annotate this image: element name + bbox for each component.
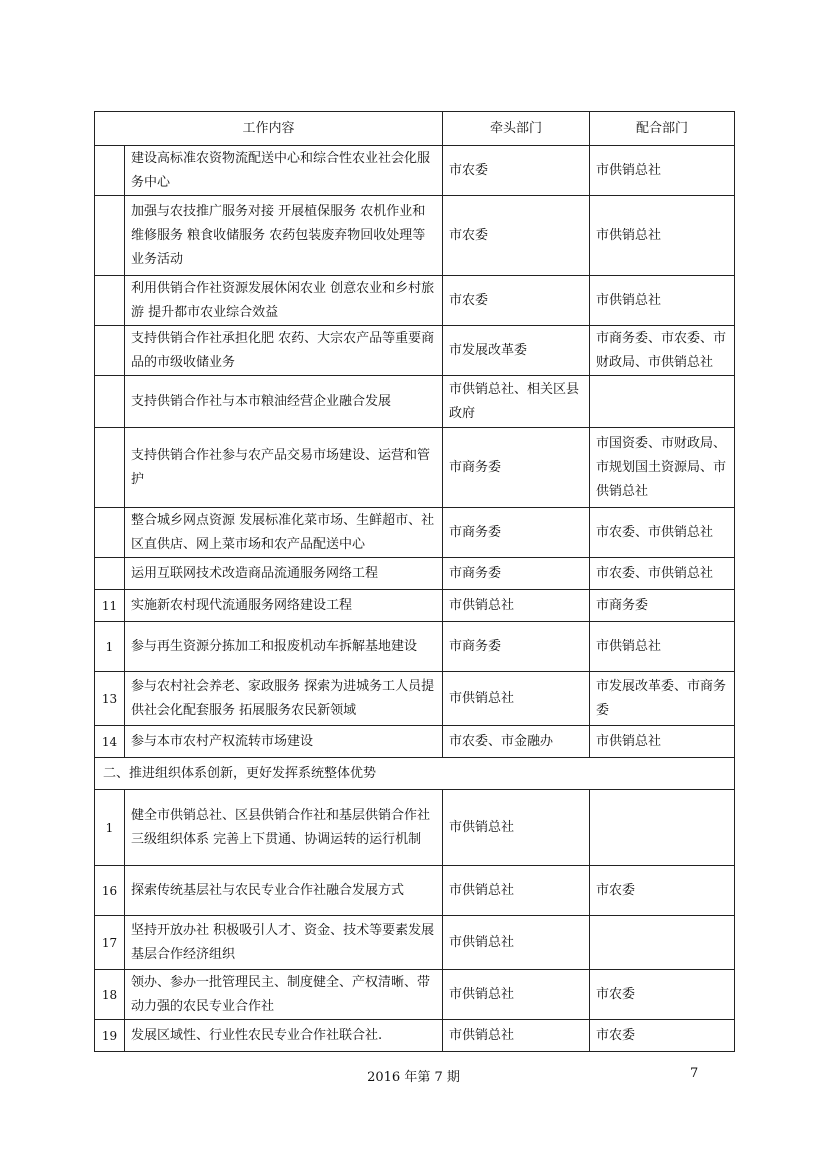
table-row <box>95 326 735 376</box>
row-number <box>95 276 125 326</box>
header-lead-dept: 牵头部门 <box>443 112 590 146</box>
work-content: 支持供销合作社承担化肥 农药、大宗农产品等重要商品的市级收储业务 <box>125 326 443 376</box>
cooperating-department: 市农委 <box>590 1020 735 1052</box>
cooperating-department: 市农委、市供销总社 <box>590 558 735 590</box>
cooperating-department: 市商务委、市农委、市财政局、市供销总社 <box>590 326 735 376</box>
table-row <box>95 1020 735 1052</box>
cooperating-department: 市供销总社 <box>590 726 735 758</box>
header-content: 工作内容 <box>95 112 443 146</box>
lead-department: 市农委、市金融办 <box>443 726 590 758</box>
cooperating-department: 市供销总社 <box>590 196 735 276</box>
work-content: 健全市供销总社、区县供销合作社和基层供销合作社三级组织体系 完善上下贯通、协调运转的运行机制 <box>125 790 443 866</box>
work-content: 建设高标准农资物流配送中心和综合性农业社会化服务中心 <box>125 146 443 196</box>
lead-department: 市商务委 <box>443 558 590 590</box>
table-row <box>95 276 735 326</box>
work-content: 支持供销合作社参与农产品交易市场建设、运营和管护 <box>125 428 443 508</box>
cooperating-department: 市供销总社 <box>590 146 735 196</box>
cooperating-department: 市农委 <box>590 970 735 1020</box>
row-number <box>95 558 125 590</box>
row-number: 16 <box>95 866 125 916</box>
row-number: 14 <box>95 726 125 758</box>
row-number <box>95 326 125 376</box>
row-number <box>95 508 125 558</box>
row-number: 17 <box>95 916 125 970</box>
cooperating-department: 市农委、市供销总社 <box>590 508 735 558</box>
table-row <box>95 508 735 558</box>
row-number <box>95 376 125 428</box>
table-row <box>95 590 735 622</box>
table-row <box>95 146 735 196</box>
table-header-row <box>95 112 735 146</box>
row-number: 18 <box>95 970 125 1020</box>
row-number: 13 <box>95 672 125 726</box>
table-row <box>95 866 735 916</box>
row-number: 19 <box>95 1020 125 1052</box>
row-number <box>95 428 125 508</box>
work-content: 利用供销合作社资源发展休闲农业 创意农业和乡村旅游 提升都市农业综合效益 <box>125 276 443 326</box>
lead-department: 市商务委 <box>443 428 590 508</box>
table-row <box>95 428 735 508</box>
cooperating-department: 市国资委、市财政局、市规划国土资源局、市供销总社 <box>590 428 735 508</box>
lead-department: 市供销总社 <box>443 1020 590 1052</box>
table-row <box>95 376 735 428</box>
row-number <box>95 146 125 196</box>
section-title: 二、推进组织体系创新，更好发挥系统整体优势 <box>95 758 735 790</box>
table-row <box>95 558 735 590</box>
work-content: 参与再生资源分拣加工和报废机动车拆解基地建设 <box>125 622 443 672</box>
table-row <box>95 726 735 758</box>
section-row <box>95 758 735 790</box>
work-content: 实施新农村现代流通服务网络建设工程 <box>125 590 443 622</box>
work-content: 领办、参办一批管理民主、制度健全、产权清晰、带动力强的农民专业合作社 <box>125 970 443 1020</box>
row-number <box>95 196 125 276</box>
table-row <box>95 916 735 970</box>
lead-department: 市供销总社 <box>443 970 590 1020</box>
table-row <box>95 196 735 276</box>
work-content: 坚持开放办社 积极吸引人才、资金、技术等要素发展基层合作经济组织 <box>125 916 443 970</box>
cooperating-department <box>590 790 735 866</box>
table-row <box>95 970 735 1020</box>
work-content: 整合城乡网点资源 发展标准化菜市场、生鲜超市、社区直供店、网上菜市场和农产品配送中心 <box>125 508 443 558</box>
lead-department: 市供销总社 <box>443 590 590 622</box>
cooperating-department: 市供销总社 <box>590 276 735 326</box>
lead-department: 市供销总社 <box>443 672 590 726</box>
table-row <box>95 622 735 672</box>
cooperating-department: 市商务委 <box>590 590 735 622</box>
lead-department: 市发展改革委 <box>443 326 590 376</box>
lead-department: 市商务委 <box>443 622 590 672</box>
cooperating-department: 市供销总社 <box>590 622 735 672</box>
lead-department: 市供销总社 <box>443 866 590 916</box>
work-content: 探索传统基层社与农民专业合作社融合发展方式 <box>125 866 443 916</box>
row-number: 1 <box>95 790 125 866</box>
work-content: 参与农村社会养老、家政服务 探索为进城务工人员提供社会化配套服务 拓展服务农民新领域 <box>125 672 443 726</box>
lead-department: 市供销总社、相关区县政府 <box>443 376 590 428</box>
footer-issue: 2016 年第 7 期 <box>367 1070 460 1085</box>
row-number: 11 <box>95 590 125 622</box>
table-row <box>95 790 735 866</box>
work-content: 支持供销合作社与本市粮油经营企业融合发展 <box>125 376 443 428</box>
cooperating-department: 市发展改革委、市商务委 <box>590 672 735 726</box>
lead-department: 市供销总社 <box>443 790 590 866</box>
table-row <box>95 672 735 726</box>
lead-department: 市商务委 <box>443 508 590 558</box>
work-content: 发展区域性、行业性农民专业合作社联合社. <box>125 1020 443 1052</box>
row-number: 1 <box>95 622 125 672</box>
lead-department: 市农委 <box>443 276 590 326</box>
lead-department: 市供销总社 <box>443 916 590 970</box>
lead-department: 市农委 <box>443 196 590 276</box>
header-coop-dept: 配合部门 <box>590 112 735 146</box>
cooperating-department <box>590 376 735 428</box>
cooperating-department <box>590 916 735 970</box>
page-number: 7 <box>690 1066 699 1081</box>
lead-department: 市农委 <box>443 146 590 196</box>
work-table <box>94 111 735 1052</box>
cooperating-department: 市农委 <box>590 866 735 916</box>
work-content: 参与本市农村产权流转市场建设 <box>125 726 443 758</box>
work-content: 加强与农技推广服务对接 开展植保服务 农机作业和维修服务 粮食收储服务 农药包装废弃物回收处理等业务活动 <box>125 196 443 276</box>
work-content: 运用互联网技术改造商品流通服务网络工程 <box>125 558 443 590</box>
